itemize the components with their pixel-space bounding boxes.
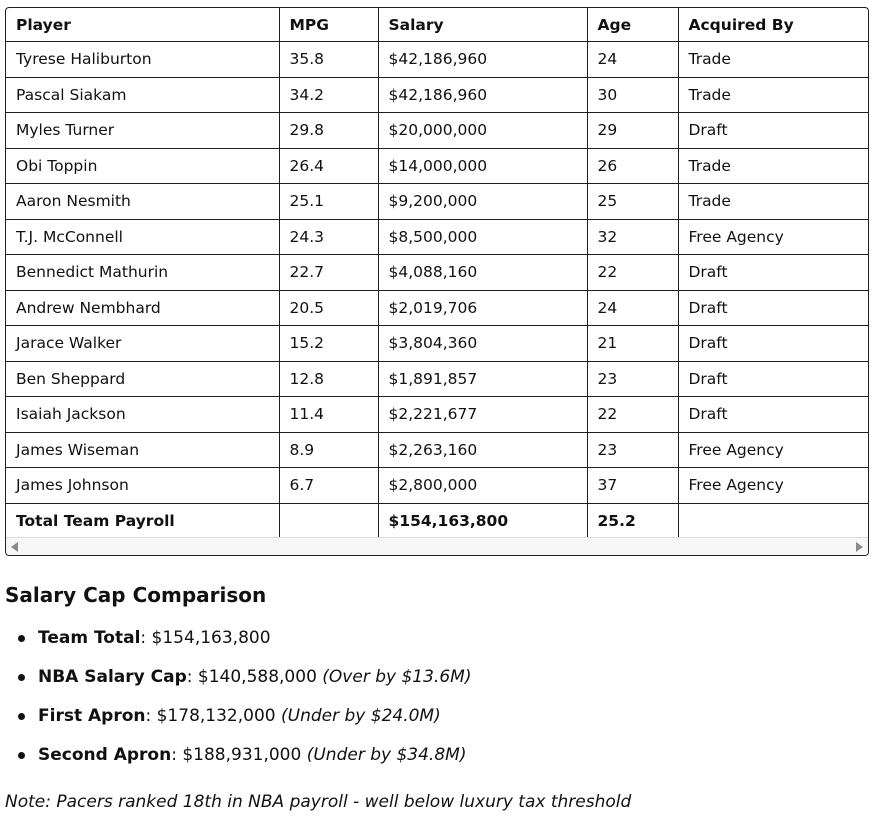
cell-player: Ben Sheppard — [6, 361, 279, 397]
list-item-team-total — [0, 624, 471, 663]
cell-acquired-by: Draft — [678, 361, 869, 397]
item-value: : $188,931,000 — [171, 745, 307, 765]
horizontal-scrollbar[interactable] — [6, 537, 868, 555]
payroll-table-container — [5, 7, 869, 556]
cell-mpg: 22.7 — [279, 255, 378, 291]
cell-salary: $4,088,160 — [378, 255, 587, 291]
cell-mpg: 35.8 — [279, 42, 378, 78]
cell-mpg: 25.1 — [279, 184, 378, 220]
cell-salary: $2,019,706 — [378, 290, 587, 326]
cell-mpg: 6.7 — [279, 468, 378, 504]
column-header-age: Age — [587, 8, 678, 42]
cell-age: 26 — [587, 148, 678, 184]
table-row — [6, 397, 869, 433]
cell-age: 21 — [587, 326, 678, 362]
cell-age: 25 — [587, 184, 678, 220]
table-header-row — [6, 8, 869, 42]
cell-age: 23 — [587, 432, 678, 468]
cell-acquired-by: Free Agency — [678, 219, 869, 255]
cell-acquired-by: Free Agency — [678, 468, 869, 504]
table-row — [6, 361, 869, 397]
cell-player: James Johnson — [6, 468, 279, 504]
section-heading-salary-cap-comparison: Salary Cap Comparison — [5, 583, 267, 607]
cell-salary: $2,263,160 — [378, 432, 587, 468]
list-item-first-apron — [0, 702, 471, 741]
cell-player: Aaron Nesmith — [6, 184, 279, 220]
table-row — [6, 432, 869, 468]
item-note: (Over by $13.6M) — [322, 667, 472, 687]
cell-salary: $42,186,960 — [378, 42, 587, 78]
cell-player: Bennedict Mathurin — [6, 255, 279, 291]
cell-player: Isaiah Jackson — [6, 397, 279, 433]
cell-age: 29 — [587, 113, 678, 149]
cell-player: Jarace Walker — [6, 326, 279, 362]
salary-cap-list — [0, 624, 471, 780]
cell-mpg: 29.8 — [279, 113, 378, 149]
cell-mpg: 8.9 — [279, 432, 378, 468]
cell-player: Tyrese Haliburton — [6, 42, 279, 78]
payroll-note: Note: Pacers ranked 18th in NBA payroll - well below luxury tax threshold — [5, 792, 632, 812]
cell-acquired-by: Free Agency — [678, 432, 869, 468]
item-label: NBA Salary Cap — [38, 667, 187, 687]
cell-acquired-by: Draft — [678, 113, 869, 149]
list-item-nba-salary-cap — [0, 663, 471, 702]
cell-mpg: 20.5 — [279, 290, 378, 326]
item-label: Second Apron — [38, 745, 172, 765]
scroll-left-arrow-icon[interactable] — [11, 542, 18, 552]
cell-mpg: 11.4 — [279, 397, 378, 433]
total-cell-salary: $154,163,800 — [378, 503, 587, 539]
cell-salary: $20,000,000 — [378, 113, 587, 149]
cell-acquired-by: Draft — [678, 397, 869, 433]
cell-salary: $2,221,677 — [378, 397, 587, 433]
cell-salary: $14,000,000 — [378, 148, 587, 184]
cell-salary: $3,804,360 — [378, 326, 587, 362]
cell-player: Andrew Nembhard — [6, 290, 279, 326]
cell-acquired-by: Draft — [678, 255, 869, 291]
table-row — [6, 468, 869, 504]
cell-mpg: 15.2 — [279, 326, 378, 362]
cell-age: 22 — [587, 397, 678, 433]
cell-age: 30 — [587, 77, 678, 113]
table-row — [6, 219, 869, 255]
bullet-icon — [18, 674, 25, 681]
table-row — [6, 148, 869, 184]
table-row — [6, 290, 869, 326]
cell-player: Pascal Siakam — [6, 77, 279, 113]
total-cell-acquired-by — [678, 503, 869, 539]
cell-salary: $8,500,000 — [378, 219, 587, 255]
cell-age: 22 — [587, 255, 678, 291]
table-row — [6, 42, 869, 78]
table-row — [6, 326, 869, 362]
total-row — [6, 503, 869, 539]
cell-age: 24 — [587, 42, 678, 78]
cell-acquired-by: Trade — [678, 42, 869, 78]
payroll-table — [6, 8, 869, 539]
cell-salary: $2,800,000 — [378, 468, 587, 504]
bullet-icon — [18, 713, 25, 720]
item-value: : $178,132,000 — [145, 706, 281, 726]
bullet-icon — [18, 752, 25, 759]
scroll-right-arrow-icon[interactable] — [856, 542, 863, 552]
cell-player: James Wiseman — [6, 432, 279, 468]
cell-salary: $9,200,000 — [378, 184, 587, 220]
cell-mpg: 12.8 — [279, 361, 378, 397]
item-note: (Under by $24.0M) — [281, 706, 441, 726]
cell-salary: $1,891,857 — [378, 361, 587, 397]
item-value: : $154,163,800 — [140, 628, 271, 648]
column-header-player: Player — [6, 8, 279, 42]
column-header-acquired-by: Acquired By — [678, 8, 869, 42]
item-value: : $140,588,000 — [186, 667, 323, 687]
total-cell-age: 25.2 — [587, 503, 678, 539]
cell-acquired-by: Trade — [678, 77, 869, 113]
list-item-second-apron — [0, 741, 471, 780]
cell-acquired-by: Trade — [678, 148, 869, 184]
cell-acquired-by: Trade — [678, 184, 869, 220]
total-cell-mpg — [279, 503, 378, 539]
column-header-mpg: MPG — [279, 8, 378, 42]
cell-mpg: 26.4 — [279, 148, 378, 184]
cell-mpg: 34.2 — [279, 77, 378, 113]
cell-player: Myles Turner — [6, 113, 279, 149]
item-label: First Apron — [38, 706, 146, 726]
cell-age: 37 — [587, 468, 678, 504]
bullet-icon — [18, 635, 25, 642]
table-row — [6, 77, 869, 113]
cell-player: Obi Toppin — [6, 148, 279, 184]
table-row — [6, 113, 869, 149]
cell-acquired-by: Draft — [678, 290, 869, 326]
cell-player: T.J. McConnell — [6, 219, 279, 255]
column-header-salary: Salary — [378, 8, 587, 42]
cell-age: 32 — [587, 219, 678, 255]
item-note: (Under by $34.8M) — [306, 745, 467, 765]
cell-salary: $42,186,960 — [378, 77, 587, 113]
item-label: Team Total — [38, 628, 141, 648]
cell-age: 24 — [587, 290, 678, 326]
total-cell-player: Total Team Payroll — [6, 503, 279, 539]
cell-acquired-by: Draft — [678, 326, 869, 362]
cell-age: 23 — [587, 361, 678, 397]
table-row — [6, 255, 869, 291]
cell-mpg: 24.3 — [279, 219, 378, 255]
table-row — [6, 184, 869, 220]
